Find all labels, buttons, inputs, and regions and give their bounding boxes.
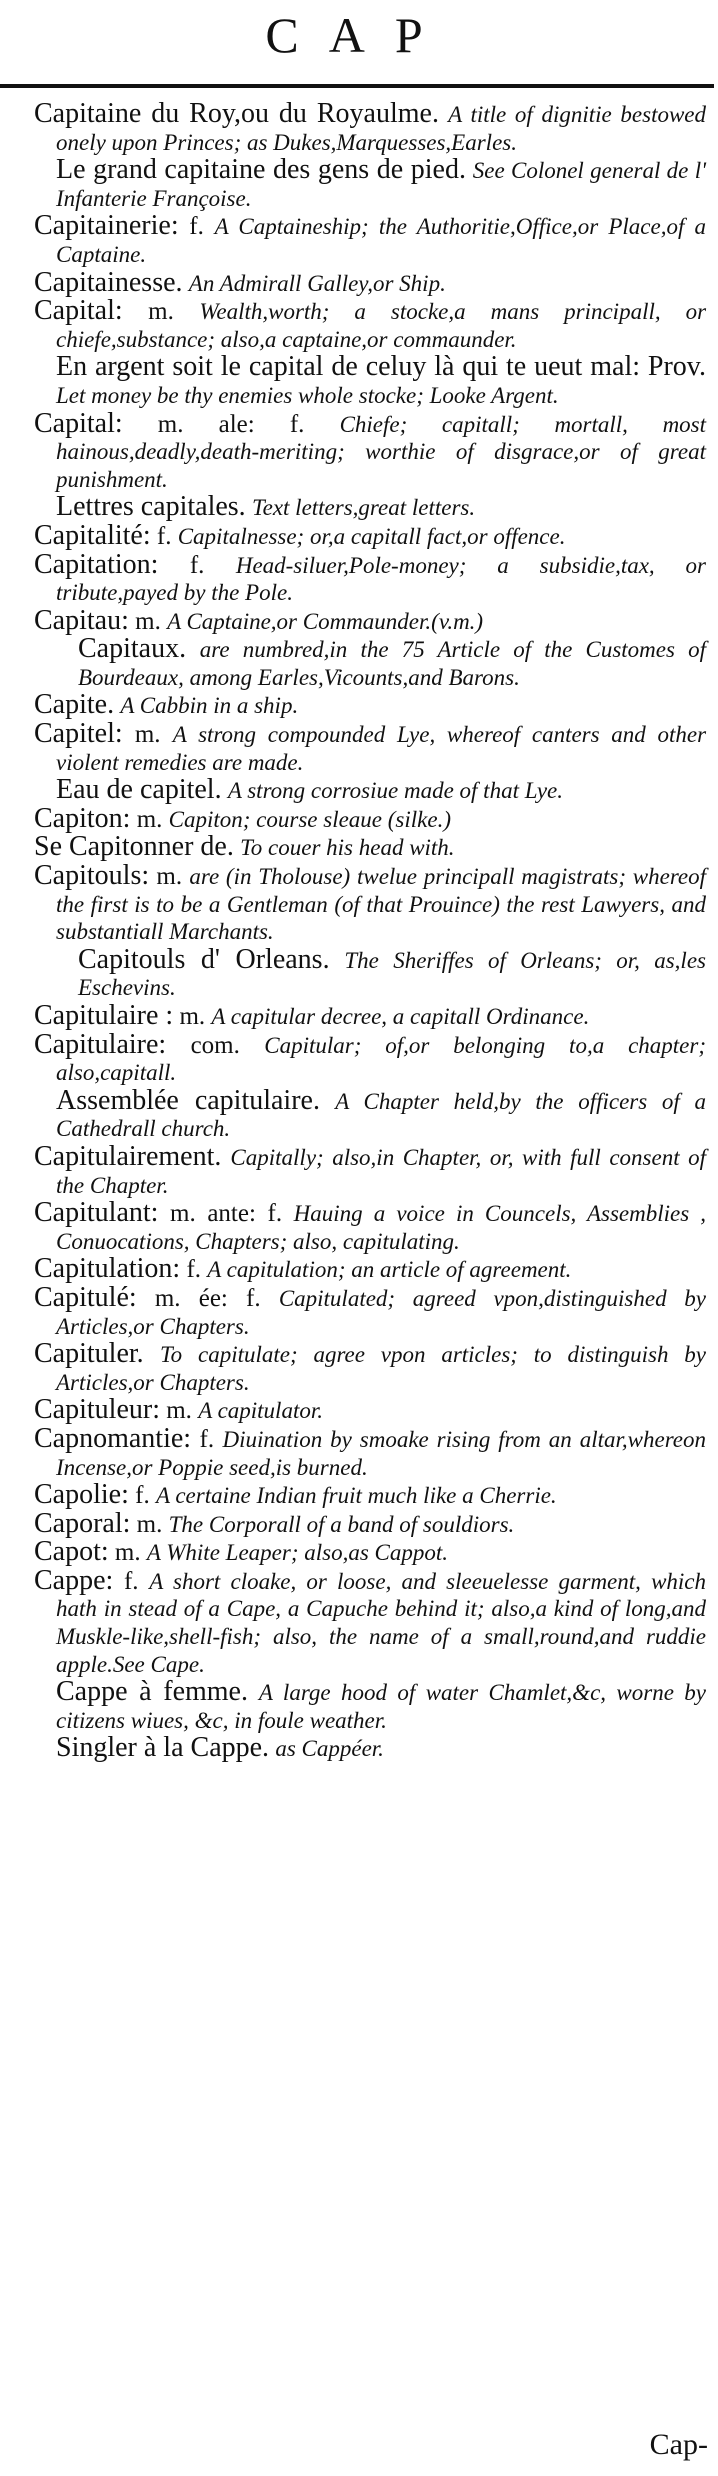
entry-headword: Assemblée capitulaire. <box>56 1084 320 1116</box>
entry-definition: A Captaine,or Commaunder.(v.m.) <box>167 608 484 634</box>
entry-definition: Capiton; course sleaue (silke.) <box>168 806 451 832</box>
entry-definition: Capitular; of,or belonging to,a chapter; also,capitall. <box>56 1032 706 1086</box>
entry-headword: Capitaux. <box>78 633 187 665</box>
entry-headword: Se Capitonner de. <box>34 831 234 863</box>
dictionary-entry <box>34 691 706 720</box>
dictionary-entry <box>34 635 706 691</box>
entry-definition: The Corporall of a band of souldiors. <box>168 1511 515 1537</box>
entry-headword: Capitouls d' Orleans. <box>78 943 330 975</box>
dictionary-entry <box>34 802 706 834</box>
entry-grammar: m. <box>136 805 163 833</box>
entry-grammar: m. <box>134 721 161 749</box>
dictionary-entry <box>34 1564 707 1678</box>
dictionary-entry <box>34 353 706 409</box>
header-rule <box>0 84 714 88</box>
entry-grammar: m. <box>136 1510 163 1538</box>
entry-definition: A strong corrosiue made of that Lye. <box>227 778 563 804</box>
entry-headword: Le grand capitaine des gens de pied. <box>56 154 466 186</box>
entry-headword: Capitainesse. <box>34 266 183 298</box>
entry-definition: Wealth,worth; a stocke,a mans principall, or chiefe,substance; also,a captaine,or commaunder. <box>56 299 707 352</box>
entry-headword: Cappe: <box>34 1564 114 1596</box>
entry-definition: A title of dignitie bestowed onely upon Princes; as Dukes,Marquesses,Earles. <box>56 102 707 155</box>
entry-definition: A Captaineship; the Authoritie,Office,or Place,of a Captaine. <box>56 214 707 267</box>
entry-headword: Capitulé: <box>34 1281 137 1313</box>
dictionary-entry <box>34 1281 706 1340</box>
entry-headword: Capitulaire: <box>34 1028 167 1060</box>
dictionary-entry <box>34 1481 706 1510</box>
entry-headword: Capital: <box>34 295 123 327</box>
entry-definition: A Chapter held,by the officers of a Cathedrall church. <box>56 1088 706 1142</box>
entry-headword: Capiton: <box>34 802 131 834</box>
entry-definition: are numbred,in the 75 Article of the Customes of Bourdeaux, among Earles,Vicounts,and Barons. <box>78 637 707 690</box>
dictionary-entry <box>34 1255 706 1284</box>
entry-headword: Capitulant: <box>34 1197 159 1229</box>
entry-definition: The Sheriffes of Orleans; or, as,les Eschevins. <box>78 947 706 1001</box>
entry-grammar: f. <box>135 1482 150 1510</box>
entry-headword: Capituler. <box>34 1338 144 1370</box>
dictionary-entry <box>34 212 706 268</box>
entry-headword: Lettres capitales. <box>56 491 246 523</box>
entry-definition: A certaine Indian fruit much like a Cherrie. <box>155 1483 557 1509</box>
page-header: CAP <box>265 7 453 63</box>
dictionary-entry <box>34 1422 707 1481</box>
dictionary-entry <box>34 266 706 298</box>
dictionary-entry <box>34 1140 707 1199</box>
dictionary-entry <box>34 1002 706 1031</box>
entry-definition: Diuination by smoake rising from an altar,whereon Incense,or Poppie seed,is burned. <box>56 1426 707 1480</box>
entry-headword: Cappe à femme. <box>56 1676 248 1708</box>
entry-headword: En argent soit le capital de celuy là qui te ueut mal: Prov. <box>56 351 706 383</box>
entry-headword: Capnomantie: <box>34 1422 192 1454</box>
entry-headword: Capitalité: <box>34 519 151 551</box>
entry-grammar: m. <box>148 298 174 326</box>
entry-headword: Capitel: <box>34 718 123 750</box>
entry-definition: A capitulation; an article of agreement. <box>207 1257 572 1283</box>
entry-grammar: m. <box>166 1397 192 1425</box>
entry-grammar: f. <box>186 1256 202 1284</box>
entry-headword: Capot: <box>34 1536 109 1568</box>
entry-headword: Caporal: <box>34 1507 131 1539</box>
entry-grammar: f. <box>123 1567 139 1595</box>
entry-definition: Capitalnesse; or,a capitall fact,or offence. <box>177 523 566 549</box>
dictionary-entry <box>34 1678 706 1734</box>
entry-headword: Capitainerie: <box>34 210 179 242</box>
entry-grammar: com. <box>190 1031 240 1059</box>
entry-definition: A capitular decree, a capitall Ordinance. <box>211 1004 590 1029</box>
entry-headword: Capite. <box>34 689 115 721</box>
entry-definition: Capitulated; agreed vpon,distinguished by Articles,or Chapters. <box>56 1285 706 1339</box>
entry-grammar: m. <box>114 1539 141 1567</box>
dictionary-entry <box>34 156 706 212</box>
entry-definition: Chiefe; capitall; mortall, most hainous,deadly,death-meriting; worthie of disgrace,or of great punishment. <box>56 411 707 492</box>
entry-definition: An Admirall Galley,or Ship. <box>188 270 446 296</box>
dictionary-entry <box>34 862 706 946</box>
entry-definition: To capitulate; agree vpon articles; to distinguish by Articles,or Chapters. <box>56 1342 707 1395</box>
entry-headword: Capitulation: <box>34 1253 181 1285</box>
entry-definition: Let money be thy enemies whole stocke; Looke Argent. <box>56 382 559 408</box>
entry-definition: Head-siluer,Pole-money; a subsidie,tax, or tribute,payed by the Pole. <box>56 552 707 606</box>
dictionary-entry <box>34 720 706 776</box>
entry-headword: Capitouls: <box>34 860 150 892</box>
entry-definition: Hauing a voice in Councels, Assemblies , Conuocations, Chapters; also, capitulating. <box>56 1201 707 1254</box>
catchword: Cap- <box>649 2428 708 2461</box>
dictionary-entry <box>34 407 707 494</box>
dictionary-entry <box>34 1507 706 1539</box>
dictionary-entry <box>34 1340 706 1396</box>
dictionary-entry <box>34 519 706 551</box>
entry-headword: Singler à la Cappe. <box>56 1732 270 1764</box>
entry-grammar: m. ée: f. <box>154 1284 261 1312</box>
dictionary-entry <box>34 1734 706 1763</box>
entry-list <box>34 100 706 1763</box>
entry-headword: Capitulaire : <box>34 1000 174 1031</box>
entry-definition: as Cappéer. <box>275 1736 384 1762</box>
entry-headword: Capitation: <box>34 548 159 580</box>
entry-grammar: f. <box>189 213 204 241</box>
entry-headword: Capital: <box>34 407 123 439</box>
entry-headword: Eau de capitel. <box>56 774 222 806</box>
entry-grammar: f. <box>199 1425 215 1453</box>
entry-definition: A strong compounded Lye, whereof canters and other violent remedies are made. <box>56 722 707 775</box>
dictionary-entry <box>34 833 706 862</box>
entry-headword: Capituleur: <box>34 1394 160 1426</box>
entry-definition: Text letters,great letters. <box>251 495 476 521</box>
entry-grammar: f. <box>189 551 205 579</box>
entry-definition: A short cloake, or loose, and sleeuelesse garment, which hath in stead of a Cape, a Capuche behind it; also,a kind of long,and Muskle-like,shell-fish; also, the name of a small,round,and ruddie apple.See Cape. <box>56 1568 707 1677</box>
entry-grammar: m. <box>156 863 183 891</box>
dictionary-entry <box>34 943 706 1002</box>
entry-grammar: f. <box>156 522 172 550</box>
entry-headword: Capitulairement. <box>34 1140 222 1172</box>
dictionary-entry <box>34 548 707 607</box>
dictionary-entry <box>34 297 706 353</box>
dictionary-entry <box>34 1084 706 1143</box>
entry-headword: Capolie: <box>34 1479 129 1511</box>
entry-definition: To couer his head with. <box>240 835 455 861</box>
entry-headword: Capitau: <box>34 604 129 636</box>
dictionary-entry <box>34 1538 706 1567</box>
entry-grammar: m. ante: f. <box>170 1200 283 1228</box>
dictionary-entry <box>34 776 706 805</box>
dictionary-entry <box>34 604 706 636</box>
dictionary-entry <box>34 1396 706 1425</box>
entry-definition: Capitally; also,in Chapter, or, with full consent of the Chapter. <box>56 1144 707 1198</box>
dictionary-entry <box>34 100 706 156</box>
entry-definition: A capitulator. <box>198 1398 323 1424</box>
entry-headword: Capitaine du Roy,ou du Royaulme. <box>34 98 439 129</box>
dictionary-entry <box>34 1199 706 1255</box>
entry-grammar: m. ale: f. <box>157 410 305 438</box>
entry-definition: A White Leaper; also,as Cappot. <box>146 1540 448 1566</box>
dictionary-entry <box>34 1028 706 1087</box>
entry-grammar: m. <box>179 1003 206 1030</box>
entry-definition: A Cabbin in a ship. <box>120 693 299 719</box>
entry-definition: are (in Tholouse) twelue principall magistrats; whereof the first is to be a Gentleman (of that Prouince) the rest Lawyers, and substantiall Marchants. <box>56 864 707 945</box>
entry-definition: A large hood of water Chamlet,&c, worne by citizens wiues, &c, in foule weather. <box>56 1680 707 1733</box>
entry-grammar: m. <box>135 607 161 635</box>
entry-definition: See Colonel general de l' Infanterie Françoise. <box>56 158 707 211</box>
dictionary-entry <box>34 493 706 522</box>
